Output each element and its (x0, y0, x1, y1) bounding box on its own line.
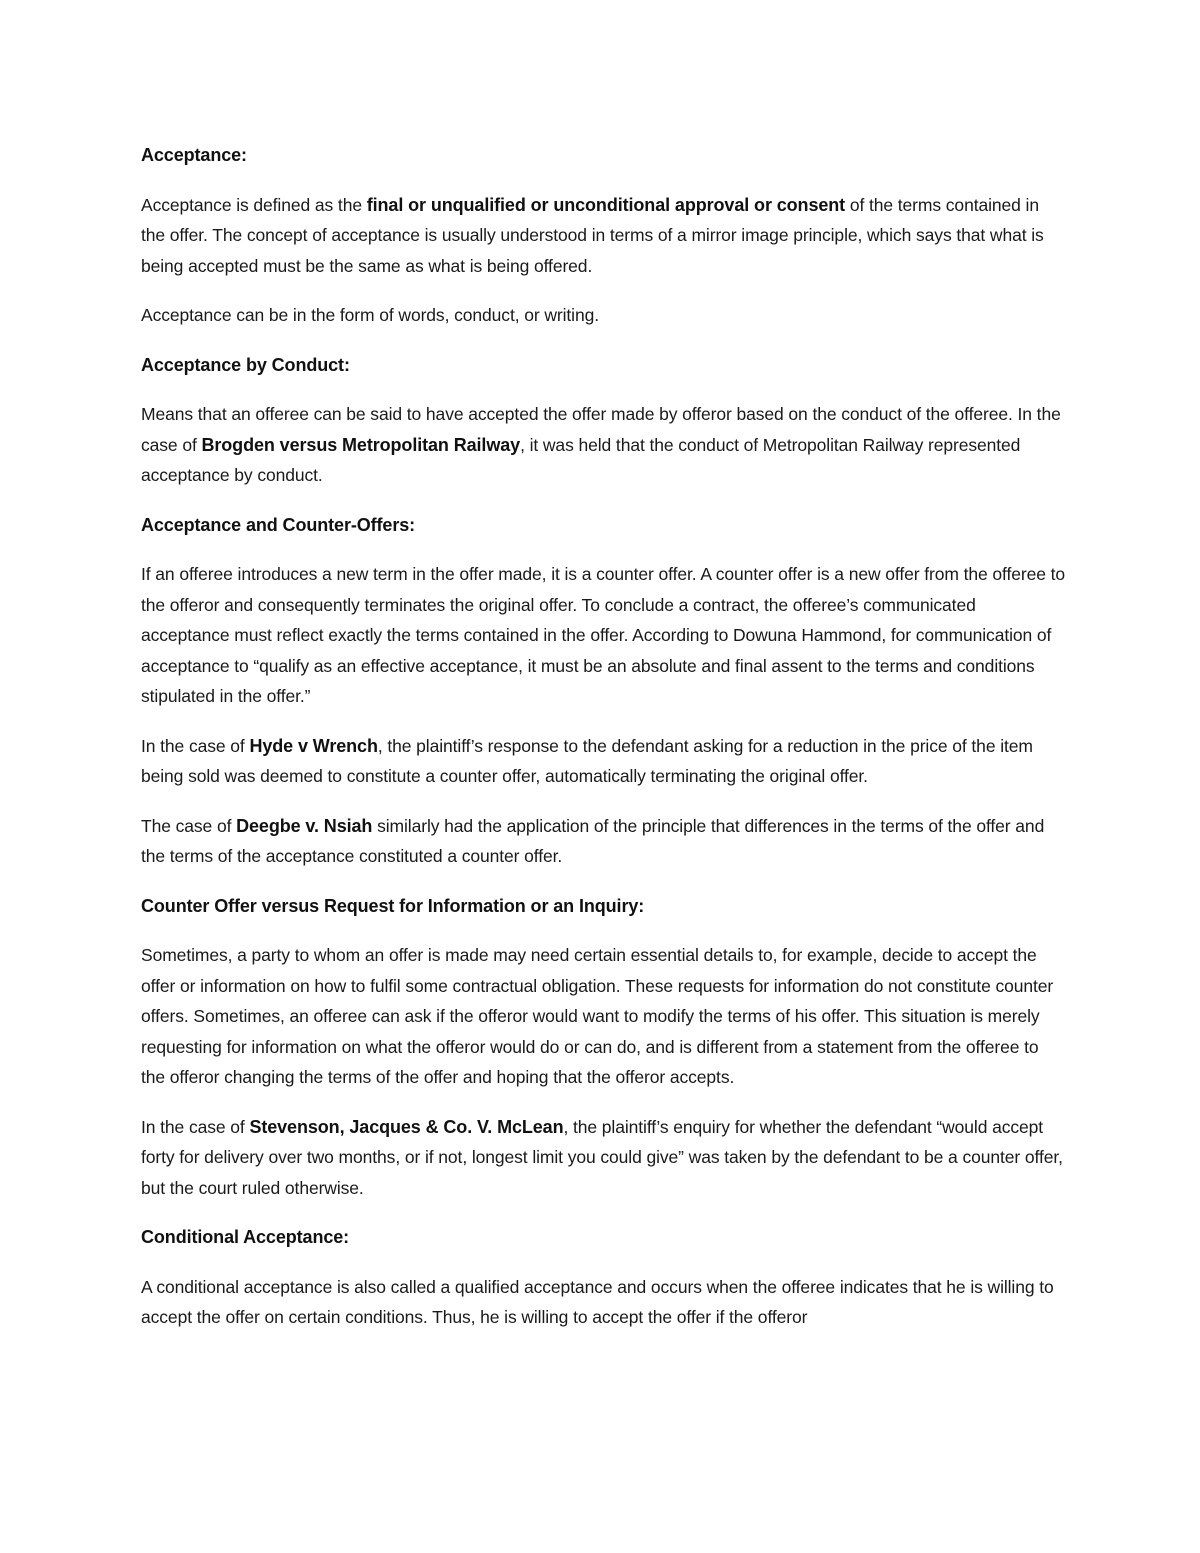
heading-acceptance: Acceptance: (141, 145, 247, 165)
text-run: Means that an offeree can be said to have accepted the offer made by offeror based on the conduct of the offeree. In the case of (141, 404, 1061, 455)
text-run: Acceptance is defined as the (141, 194, 367, 215)
heading-conditional-acceptance: Conditional Acceptance: (141, 1227, 350, 1247)
text-run: The case of (141, 815, 237, 836)
text-run: similarly had the application of the principle that differences in the terms of the offer and the terms of the acceptance constituted a counter offer. (141, 815, 1045, 866)
paragraph-stevenson-v-mclean (141, 1112, 1066, 1204)
text-run: , the plaintiff’s response to the defendant asking for a reduction in the price of the item being sold was deemed to constitute a counter offer, automatically terminating the original offer. (141, 735, 1033, 786)
paragraph-acceptance-definition (141, 190, 1066, 282)
heading-acceptance-by-conduct: Acceptance by Conduct: (141, 354, 350, 375)
text-run: In the case of (141, 735, 250, 756)
paragraph-acceptance-forms: Acceptance can be in the form of words, conduct, or writing. (141, 305, 599, 325)
case-name: Hyde v Wrench (249, 735, 378, 756)
heading-counter-offers: Acceptance and Counter-Offers: (141, 514, 416, 535)
paragraph-hyde-v-wrench (141, 731, 1066, 792)
case-name: Deegbe v. Nsiah (236, 815, 373, 836)
heading-request-for-information: Counter Offer versus Request for Information or an Inquiry: (141, 895, 645, 916)
text-run: , it was held that the conduct of Metropolitan Railway represented acceptance by conduct. (141, 434, 1021, 485)
paragraph-conditional-acceptance: A conditional acceptance is also called a qualified acceptance and occurs when the offeree indicates that he is willing to accept the offer on certain conditions. Thus, he is willing to accept the offer if the offeror (141, 1276, 1054, 1327)
paragraph-deegbe-v-nsiah (141, 811, 1066, 872)
text-run: In the case of (141, 1116, 250, 1137)
text-run: , the plaintiff’s enquiry for whether the defendant “would accept forty for delivery over two months, or if not, longest limit you could give” was taken by the defendant to be a counter offer, but the court ruled otherwise. (141, 1116, 1063, 1198)
case-name: Brogden versus Metropolitan Railway (201, 434, 521, 455)
document-body (141, 140, 1066, 1352)
case-name: Stevenson, Jacques & Co. V. McLean (249, 1116, 564, 1137)
paragraph-acceptance-by-conduct (141, 399, 1066, 491)
text-run: of the terms contained in the offer. The concept of acceptance is usually understood in terms of a mirror image principle, which says that what is being accepted must be the same as what is being offered. (141, 194, 1044, 276)
paragraph-counter-offer-definition: If an offeree introduces a new term in the offer made, it is a counter offer. A counter offer is a new offer from the offeree to the offeror and consequently terminates the original offer. To conclude a contract, the offeree’s communicated acceptance must reflect exactly the terms contained in the offer. According to Dowuna Hammond, for communication of acceptance to “qualify as an effective acceptance, it must be an absolute and final assent to the terms and conditions stipulated in the offer.” (141, 564, 1065, 706)
bold-term: final or unqualified or unconditional approval or consent (366, 194, 846, 215)
paragraph-request-for-information: Sometimes, a party to whom an offer is made may need certain essential details to, for example, decide to accept the offer or information on how to fulfil some contractual obligation. These requests for information do not constitute counter offers. Sometimes, an offeree can ask if the offeror would want to modify the terms of his offer. This situation is merely requesting for information on what the offeror would do or can do, and is different from a statement from the offeree to the offeror changing the terms of the offer and hoping that the offeror accepts. (141, 945, 1054, 1087)
